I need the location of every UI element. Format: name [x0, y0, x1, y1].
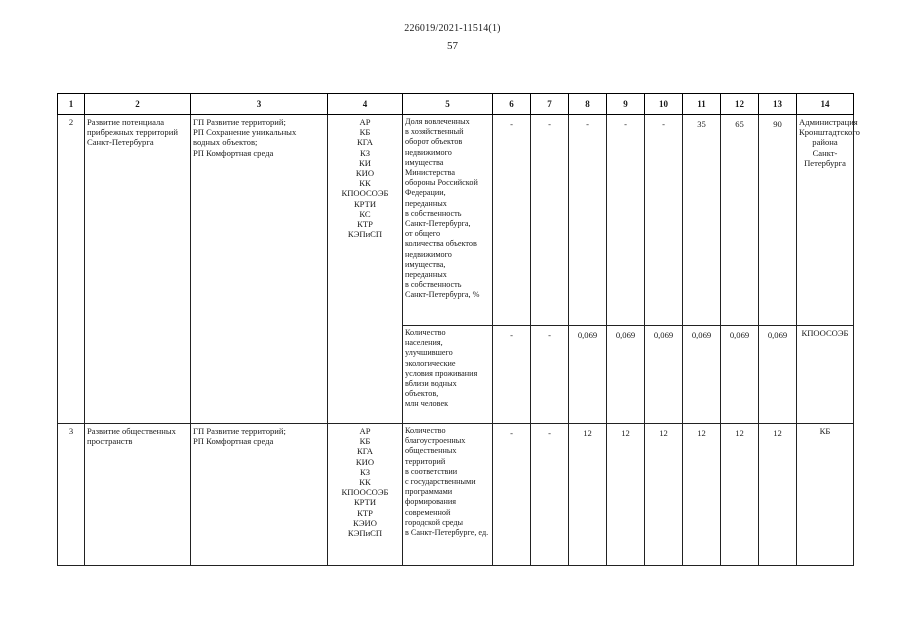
- indicator-value: -: [531, 424, 569, 566]
- column-header: 9: [607, 94, 645, 115]
- row-number: 3: [58, 424, 85, 566]
- executors-cell: АР КБ КГА КИО КЗ КК КПООСОЭБ КРТИ КТР КЭИО КЭПиСП: [328, 424, 403, 566]
- column-header: 7: [531, 94, 569, 115]
- indicator-value: 12: [683, 424, 721, 566]
- indicator-value: 12: [759, 424, 797, 566]
- column-header: 2: [85, 94, 191, 115]
- indicator-value: -: [607, 115, 645, 326]
- indicator-value: 12: [607, 424, 645, 566]
- indicator-value: 0,069: [645, 326, 683, 424]
- indicator-value: 12: [721, 424, 759, 566]
- responsible-cell: КПООСОЭБ: [797, 326, 854, 424]
- indicator-value: 12: [569, 424, 607, 566]
- indicator-value: -: [493, 326, 531, 424]
- column-header: 13: [759, 94, 797, 115]
- column-header: 1: [58, 94, 85, 115]
- direction-cell: Развитие потенциала прибрежных территорий Санкт-Петербурга: [85, 115, 191, 424]
- indicator-value: -: [645, 115, 683, 326]
- indicator-value: 65: [721, 115, 759, 326]
- indicator-value: 0,069: [759, 326, 797, 424]
- row-number: 2: [58, 115, 85, 424]
- column-header: 12: [721, 94, 759, 115]
- indicator-value: 0,069: [569, 326, 607, 424]
- programs-cell: ГП Развитие территорий; РП Комфортная среда: [191, 424, 328, 566]
- indicator-value: 0,069: [607, 326, 645, 424]
- indicator-value: -: [531, 326, 569, 424]
- document-id: 226019/2021-11514(1): [404, 23, 501, 34]
- indicator-value: -: [493, 115, 531, 326]
- responsible-cell: Администрация Кронштадтского района Санкт-Петербурга: [797, 115, 854, 326]
- indicator-value: 0,069: [721, 326, 759, 424]
- indicator-value: 35: [683, 115, 721, 326]
- page-number: 57: [447, 40, 458, 52]
- column-header: 6: [493, 94, 531, 115]
- table-row: [58, 424, 854, 566]
- column-header: 3: [191, 94, 328, 115]
- table-header-row: [58, 94, 854, 115]
- indicator-name: Количество населения, улучшившего экологические условия проживания вблизи водных объектов, млн человек: [403, 326, 493, 424]
- indicator-value: -: [493, 424, 531, 566]
- indicators-table: [57, 93, 860, 566]
- column-header: 4: [328, 94, 403, 115]
- indicator-value: -: [531, 115, 569, 326]
- indicator-value: 90: [759, 115, 797, 326]
- executors-cell: АР КБ КГА КЗ КИ КИО КК КПООСОЭБ КРТИ КС КТР КЭПиСП: [328, 115, 403, 424]
- column-header: 14: [797, 94, 854, 115]
- responsible-cell: КБ: [797, 424, 854, 566]
- column-header: 10: [645, 94, 683, 115]
- indicator-value: 12: [645, 424, 683, 566]
- direction-cell: Развитие общественных пространств: [85, 424, 191, 566]
- column-header: 5: [403, 94, 493, 115]
- column-header: 11: [683, 94, 721, 115]
- indicator-name: Количество благоустроенных общественных территорий в соответствии с государственными программами формирования современной городской среды в Санкт-Петербурге, ед.: [403, 424, 493, 566]
- indicator-value: -: [569, 115, 607, 326]
- table-row: [58, 115, 854, 326]
- indicator-value: 0,069: [683, 326, 721, 424]
- programs-cell: ГП Развитие территорий; РП Сохранение уникальных водных объектов; РП Комфортная среда: [191, 115, 328, 424]
- indicator-name: Доля вовлеченных в хозяйственный оборот объектов недвижимого имущества Министерства обороны Российской Федерации, переданных в собственность Санкт-Петербурга, от общего количества объектов недвижимого имущества, переданных в собственность Санкт-Петербурга, %: [403, 115, 493, 326]
- column-header: 8: [569, 94, 607, 115]
